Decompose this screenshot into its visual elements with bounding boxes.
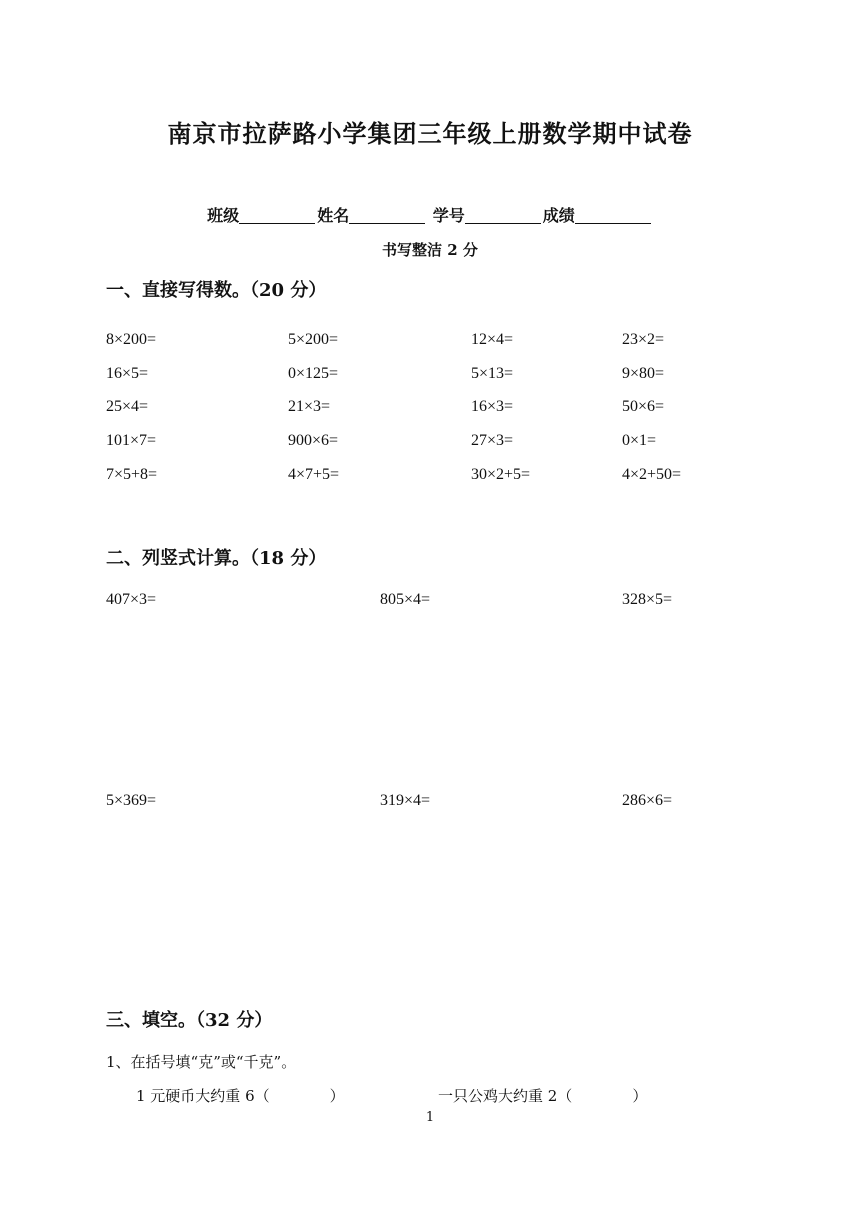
question-1-item: 1 元硬币大约重 6（ ） [136, 1087, 345, 1105]
oral-problem: 50×6= [622, 398, 665, 415]
score-blank [575, 207, 651, 224]
oral-problem: 8×200= [106, 331, 157, 348]
oral-problem: 5×13= [471, 365, 514, 382]
class-blank [239, 207, 315, 224]
oral-problem: 0×125= [288, 365, 339, 382]
name-blank [349, 207, 425, 224]
student-no-blank [465, 207, 541, 224]
name-label: 姓名 [317, 206, 350, 225]
question-1-item: 一只公鸡大约重 2（ ） [438, 1087, 648, 1105]
oral-problem: 25×4= [106, 398, 149, 415]
class-label: 班级 [207, 206, 240, 225]
oral-problem: 4×7+5= [288, 466, 340, 483]
neatness-note: 书写整洁 2 分 [382, 241, 478, 259]
oral-problem: 900×6= [288, 432, 339, 449]
oral-problem: 21×3= [288, 398, 331, 415]
oral-problem: 23×2= [622, 331, 665, 348]
oral-problem: 7×5+8= [106, 466, 158, 483]
section1-heading: 一、直接写得数。（20 分） [106, 280, 327, 301]
oral-problem: 30×2+5= [471, 466, 531, 483]
vertical-calc-problem: 407×3= [106, 591, 157, 608]
section3-heading: 三、填空。（32 分） [106, 1010, 273, 1031]
vertical-calc-problem: 328×5= [622, 591, 673, 608]
score-label: 成绩 [542, 206, 575, 225]
oral-problem: 4×2+50= [622, 466, 682, 483]
vertical-calc-problem: 5×369= [106, 792, 157, 809]
oral-problem: 5×200= [288, 331, 339, 348]
oral-problem: 16×5= [106, 365, 149, 382]
student-info-row [0, 203, 860, 226]
oral-problem: 27×3= [471, 432, 514, 449]
student-no-label: 学号 [432, 206, 465, 225]
question-1-prompt: 1、在括号填“克”或“千克”。 [106, 1053, 297, 1071]
oral-problem: 16×3= [471, 398, 514, 415]
vertical-calc-problem: 319×4= [380, 792, 431, 809]
oral-problem: 9×80= [622, 365, 665, 382]
page-number: 1 [425, 1110, 435, 1125]
page-title: 南京市拉萨路小学集团三年级上册数学期中试卷 [167, 119, 693, 148]
vertical-calc-problem: 805×4= [380, 591, 431, 608]
oral-problem: 101×7= [106, 432, 157, 449]
vertical-calc-problem: 286×6= [622, 792, 673, 809]
oral-problem: 0×1= [622, 432, 657, 449]
section2-heading: 二、列竖式计算。（18 分） [106, 548, 327, 569]
oral-problem: 12×4= [471, 331, 514, 348]
